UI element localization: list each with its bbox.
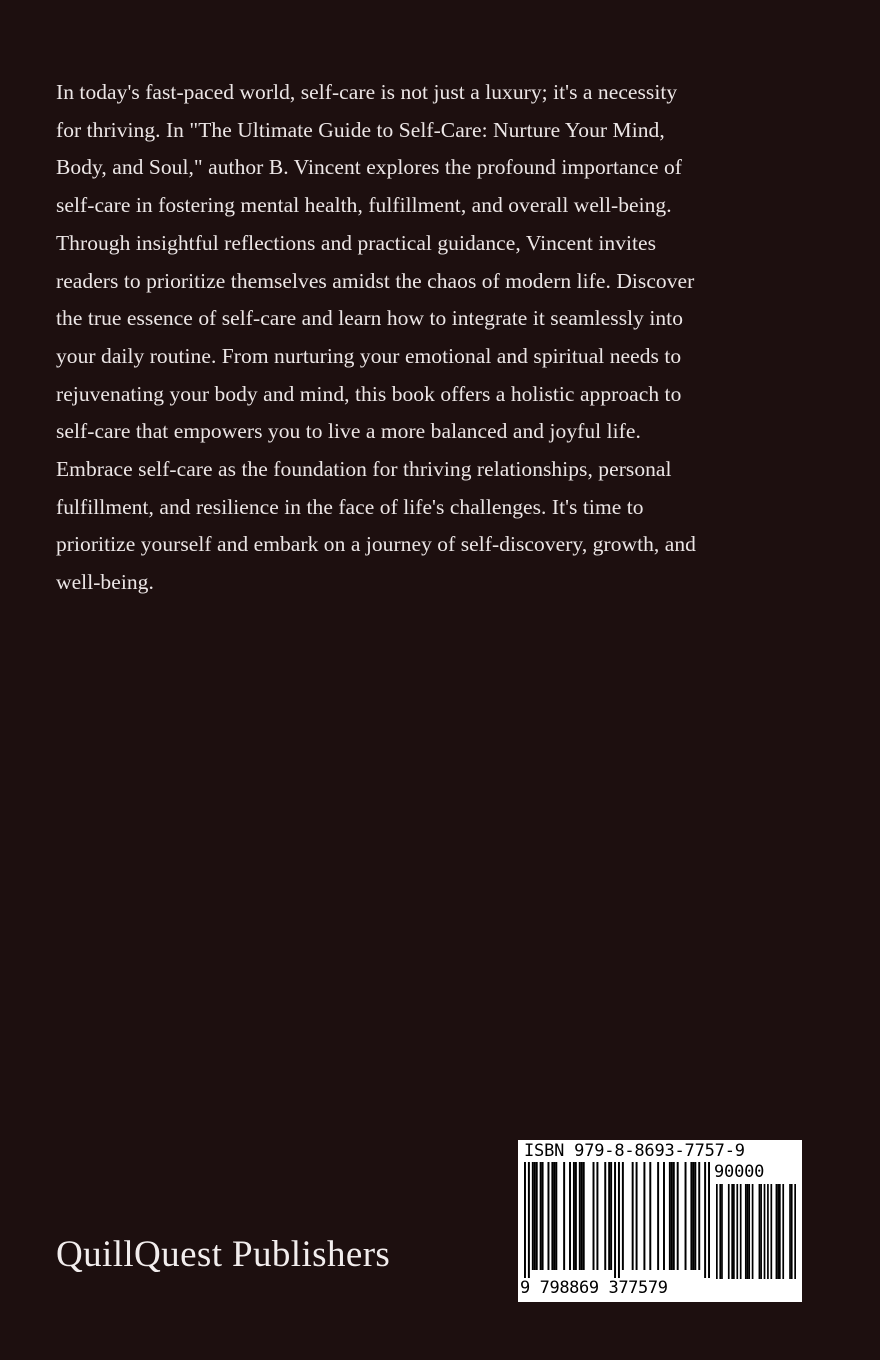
barcode-bar <box>731 1184 733 1279</box>
barcode-bar <box>622 1162 624 1270</box>
barcode-bar <box>733 1184 735 1279</box>
barcode-bar <box>614 1162 616 1278</box>
barcode-bar <box>740 1184 742 1279</box>
blurb-line: Embrace self-care as the foundation for thriving relationships, personal <box>56 457 672 482</box>
blurb-line: fulfillment, and resilience in the face of life's challenges. It's time to <box>56 494 644 519</box>
barcode-bar <box>759 1184 761 1279</box>
barcode-bar <box>593 1162 595 1270</box>
blurb-line: self-care that empowers you to live a more balanced and joyful life. <box>56 419 641 444</box>
barcode-bar <box>542 1162 544 1270</box>
barcode-bar <box>692 1162 694 1270</box>
barcode-bar <box>716 1184 718 1279</box>
publisher-name: QuillQuest Publishers <box>56 1234 391 1275</box>
barcode-bar <box>534 1162 536 1270</box>
blurb-line: In today's fast-paced world, self-care is not just a luxury; it's a necessity <box>56 80 678 104</box>
barcode-bar <box>524 1162 526 1278</box>
barcode-bar <box>569 1162 571 1270</box>
barcode-bar <box>752 1184 754 1279</box>
barcode-bar <box>721 1184 723 1279</box>
barcode-bar <box>604 1162 606 1270</box>
ean-digits: 9 798869 377579 <box>520 1278 668 1298</box>
barcode-bar <box>632 1162 634 1270</box>
barcode-bar <box>643 1162 645 1270</box>
barcode-bar <box>636 1162 638 1270</box>
barcode-bar <box>671 1162 673 1270</box>
barcode-bar <box>728 1184 730 1279</box>
barcode-bar <box>794 1184 796 1279</box>
blurb-line: prioritize yourself and embark on a journey of self-discovery, growth, and <box>56 532 696 557</box>
barcode-bar <box>551 1162 553 1270</box>
barcode-bar <box>694 1162 696 1270</box>
barcode-bar <box>779 1184 781 1279</box>
barcode-bar <box>736 1184 738 1279</box>
barcode-bar <box>685 1162 687 1270</box>
barcode-bar <box>596 1162 598 1270</box>
addon-barcode-bars <box>716 1184 796 1279</box>
barcode-bar <box>581 1162 583 1270</box>
isbn-barcode <box>518 1140 802 1302</box>
barcode-bar <box>610 1162 612 1270</box>
barcode-bar <box>583 1162 585 1270</box>
barcode-bar <box>760 1184 762 1279</box>
barcode-bar <box>532 1162 534 1270</box>
barcode-bar <box>673 1162 675 1270</box>
barcode-bar <box>573 1162 575 1270</box>
blurb-line: rejuvenating your body and mind, this book offers a holistic approach to <box>56 381 682 406</box>
barcode-bar <box>540 1162 542 1270</box>
barcode-bar <box>747 1184 749 1279</box>
barcode-bar <box>575 1162 577 1270</box>
blurb-line: readers to prioritize themselves amidst the chaos of modern life. Discover <box>56 268 695 293</box>
barcode-bar <box>536 1162 538 1270</box>
barcode-bar <box>789 1184 791 1279</box>
barcode-bar <box>782 1184 784 1279</box>
barcode-bar <box>563 1162 565 1270</box>
barcode-bar <box>745 1184 747 1279</box>
barcode-bar <box>618 1162 620 1278</box>
barcode-bar <box>657 1162 659 1270</box>
barcode-bar <box>649 1162 651 1270</box>
barcode-bar <box>553 1162 555 1270</box>
back-cover-blurb <box>56 74 824 602</box>
barcode-bar <box>777 1184 779 1279</box>
barcode-bar <box>767 1184 769 1279</box>
barcode-bar <box>663 1162 665 1270</box>
barcode-bar <box>698 1162 700 1270</box>
blurb-line: Body, and Soul," author B. Vincent explores the profound importance of <box>56 155 683 180</box>
barcode-bar <box>704 1162 706 1278</box>
isbn-label: ISBN 979-8-8693-7757-9 <box>524 1141 745 1161</box>
barcode-bar <box>708 1162 710 1278</box>
barcode-bar <box>677 1162 679 1270</box>
ean-barcode-bars <box>524 1162 710 1280</box>
addon-label: 90000 <box>714 1162 765 1182</box>
barcode-bar <box>719 1184 721 1279</box>
barcode-bar <box>547 1162 549 1270</box>
barcode-bar <box>791 1184 793 1279</box>
barcode-bar <box>579 1162 581 1270</box>
barcode-bar <box>690 1162 692 1270</box>
barcode-bar <box>748 1184 750 1279</box>
blurb-line: your daily routine. From nurturing your emotional and spiritual needs to <box>56 343 682 368</box>
barcode-bar <box>669 1162 671 1270</box>
blurb-line: Through insightful reflections and practical guidance, Vincent invites <box>56 230 657 255</box>
barcode-bar <box>764 1184 766 1279</box>
blurb-line: self-care in fostering mental health, fulfillment, and overall well-being. <box>56 193 672 218</box>
barcode-bar <box>555 1162 557 1270</box>
barcode-bar <box>776 1184 778 1279</box>
barcode-bar <box>770 1184 772 1279</box>
blurb-line: the true essence of self-care and learn how to integrate it seamlessly into <box>56 306 684 331</box>
barcode-bar <box>608 1162 610 1270</box>
barcode-bar <box>528 1162 530 1278</box>
blurb-line: for thriving. In "The Ultimate Guide to Self-Care: Nurture Your Mind, <box>56 117 665 142</box>
blurb-line: well-being. <box>56 570 154 595</box>
